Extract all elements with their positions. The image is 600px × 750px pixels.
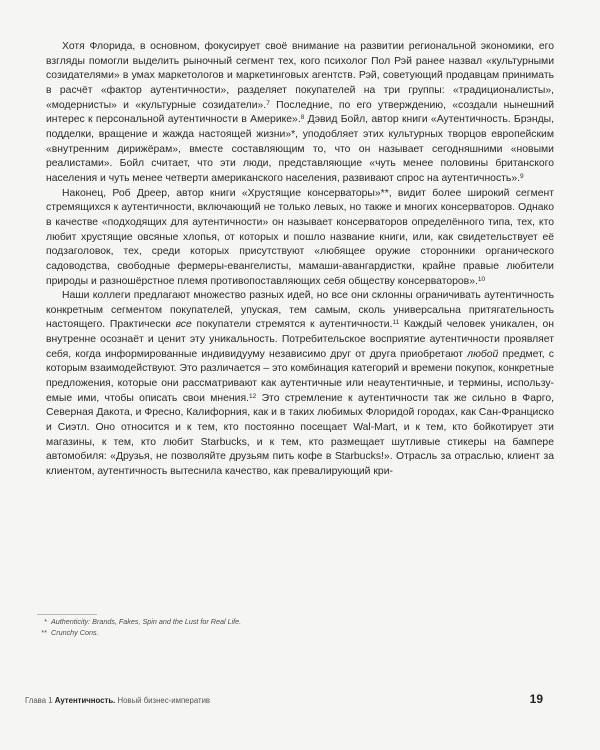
paragraph-2	[46, 187, 554, 290]
chapter-prefix: Глава 1	[25, 696, 55, 705]
paragraph-text: Дэвид Бойл, автор книги «Аутентичность. Брэнды, подделки, вращение и жажда настоящей жизни»*, уподобляет этих культурных творцов европейским «внутренним дирижёрам», вместе составляющим то, что он называет сегодняшними «новыми реалистами». Бойл считает, что эти люди, представляющие «чуть менее половины британского населения и чуть менее четверти американского населения, развивают спрос на аутентичность».	[46, 114, 554, 184]
endnote-ref: 8	[300, 114, 305, 122]
endnote-ref: 12	[248, 392, 257, 400]
footnote-mark: *	[44, 617, 47, 626]
paragraph-1	[46, 40, 554, 187]
paragraph-text: Последние, по его утверждению, «создали нынешний интерес к персональной аутентичности в Америке».	[46, 99, 554, 126]
paragraph-text: Хотя Флорида, в основном, фокусирует своё внимание на развитии региональной экономики, его взгляды помогли выделить рыночный сегмент тех, кого психолог Пол Рэй ранее назвал «культурными созидателями» в умах маркетологов и маркетинговых агентств. Рэй, советующий продавцам принимать в расчёт «фактор аутентичности», разделяет покупателей на три группы: «традиционалисты», «модернисты» и «культурные созидатели».	[46, 41, 554, 111]
footnote-text: Crunchy Cons.	[51, 628, 99, 637]
emphasis-text: все	[175, 319, 192, 331]
paragraph-text: Каждый человек уникален, он внутренне осознаёт и ценит эту уникальность. Потребительское восприятие аутентичности проявляет себя, когда информированные индивидууму независимо друг от друга приобретают	[46, 319, 554, 360]
footnote	[37, 616, 557, 627]
paragraph-text: покупатели стремятся к аутентичности.	[191, 319, 393, 331]
footnote-mark: **	[41, 628, 47, 637]
footnote-divider	[37, 614, 97, 615]
paragraph-text: предмет, с которым взаимодействуют. Это различается – это комбинация категорий и времени покупок, конкретные предложения, которые они рассматривают как аутентичные или неаутентичные, и термины, используемые ими, чтобы описать свои мнения.	[46, 348, 554, 404]
running-footer	[25, 692, 543, 706]
paragraph-3	[46, 289, 554, 480]
chapter-subtitle: Новый бизнес-императив	[115, 696, 211, 705]
body-text	[46, 40, 554, 480]
footnote-text: Authenticity: Brands, Fakes, Spin and the Lust for Real Life.	[51, 617, 242, 626]
endnote-ref: 10	[477, 275, 486, 283]
page-number: 19	[529, 692, 543, 706]
chapter-title: Аутентичность.	[54, 696, 116, 705]
emphasis-text: любой	[467, 348, 499, 360]
footnotes	[37, 614, 557, 638]
endnote-ref: 7	[266, 99, 270, 107]
paragraph-text: Это стремление к аутентичности так же сильно в Фарго, Северная Дакота, и Фресно, Калифорния, как и в таких любимых Флоридой городах, как Сан-Франциско и Сиэтл. Оно относится и к тем, кто постоянно посещает Wal-Mart, и к тем, кто бойкотирует эти магазины, к тем, кто любит Starbucks, и к тем, кто размещает шутливые стикеры на бампере автомобиля: «Друзья, не позволяйте друзьям пить кофе в Starbucks!». Отрасль за отраслью, клиент за клиентом, аутентичность вытеснила качество, как превалирующий кри-	[46, 392, 554, 478]
paragraph-text: Наконец, Роб Дреер, автор книги «Хрустящие консерваторы»**, видит более широкий сегмент стремящихся к аутентичности, включающий не только левых, но также и многих консерваторов. Однако в качестве «подходящих для аутентичности» он называет консерваторов определённого типа, тех, кто любит хрустящие овсяные хлопья, от которых и пошло название книги, или, как свидетельствует её подзаголовок, тех, среди которых присутствуют «любящее оружие сторонники органического садоводства, свободные фермеры-евангелисты, мамаши-авангардистки, крайне правые любители природы и разношёрстное племя противопоставляющих себя обществу консерваторов».	[46, 187, 554, 287]
footnote	[37, 627, 557, 638]
endnote-ref: 9	[520, 172, 524, 180]
chapter-label	[25, 696, 210, 705]
endnote-ref: 11	[392, 319, 400, 327]
paragraph-text: Наши коллеги предлагают множество разных идей, но все они склонны ограничивать аутентичность конкретным сегментом покупателей, упуская, тем самым, сколь универсальна притягательность настоящего. Практически	[46, 290, 554, 331]
